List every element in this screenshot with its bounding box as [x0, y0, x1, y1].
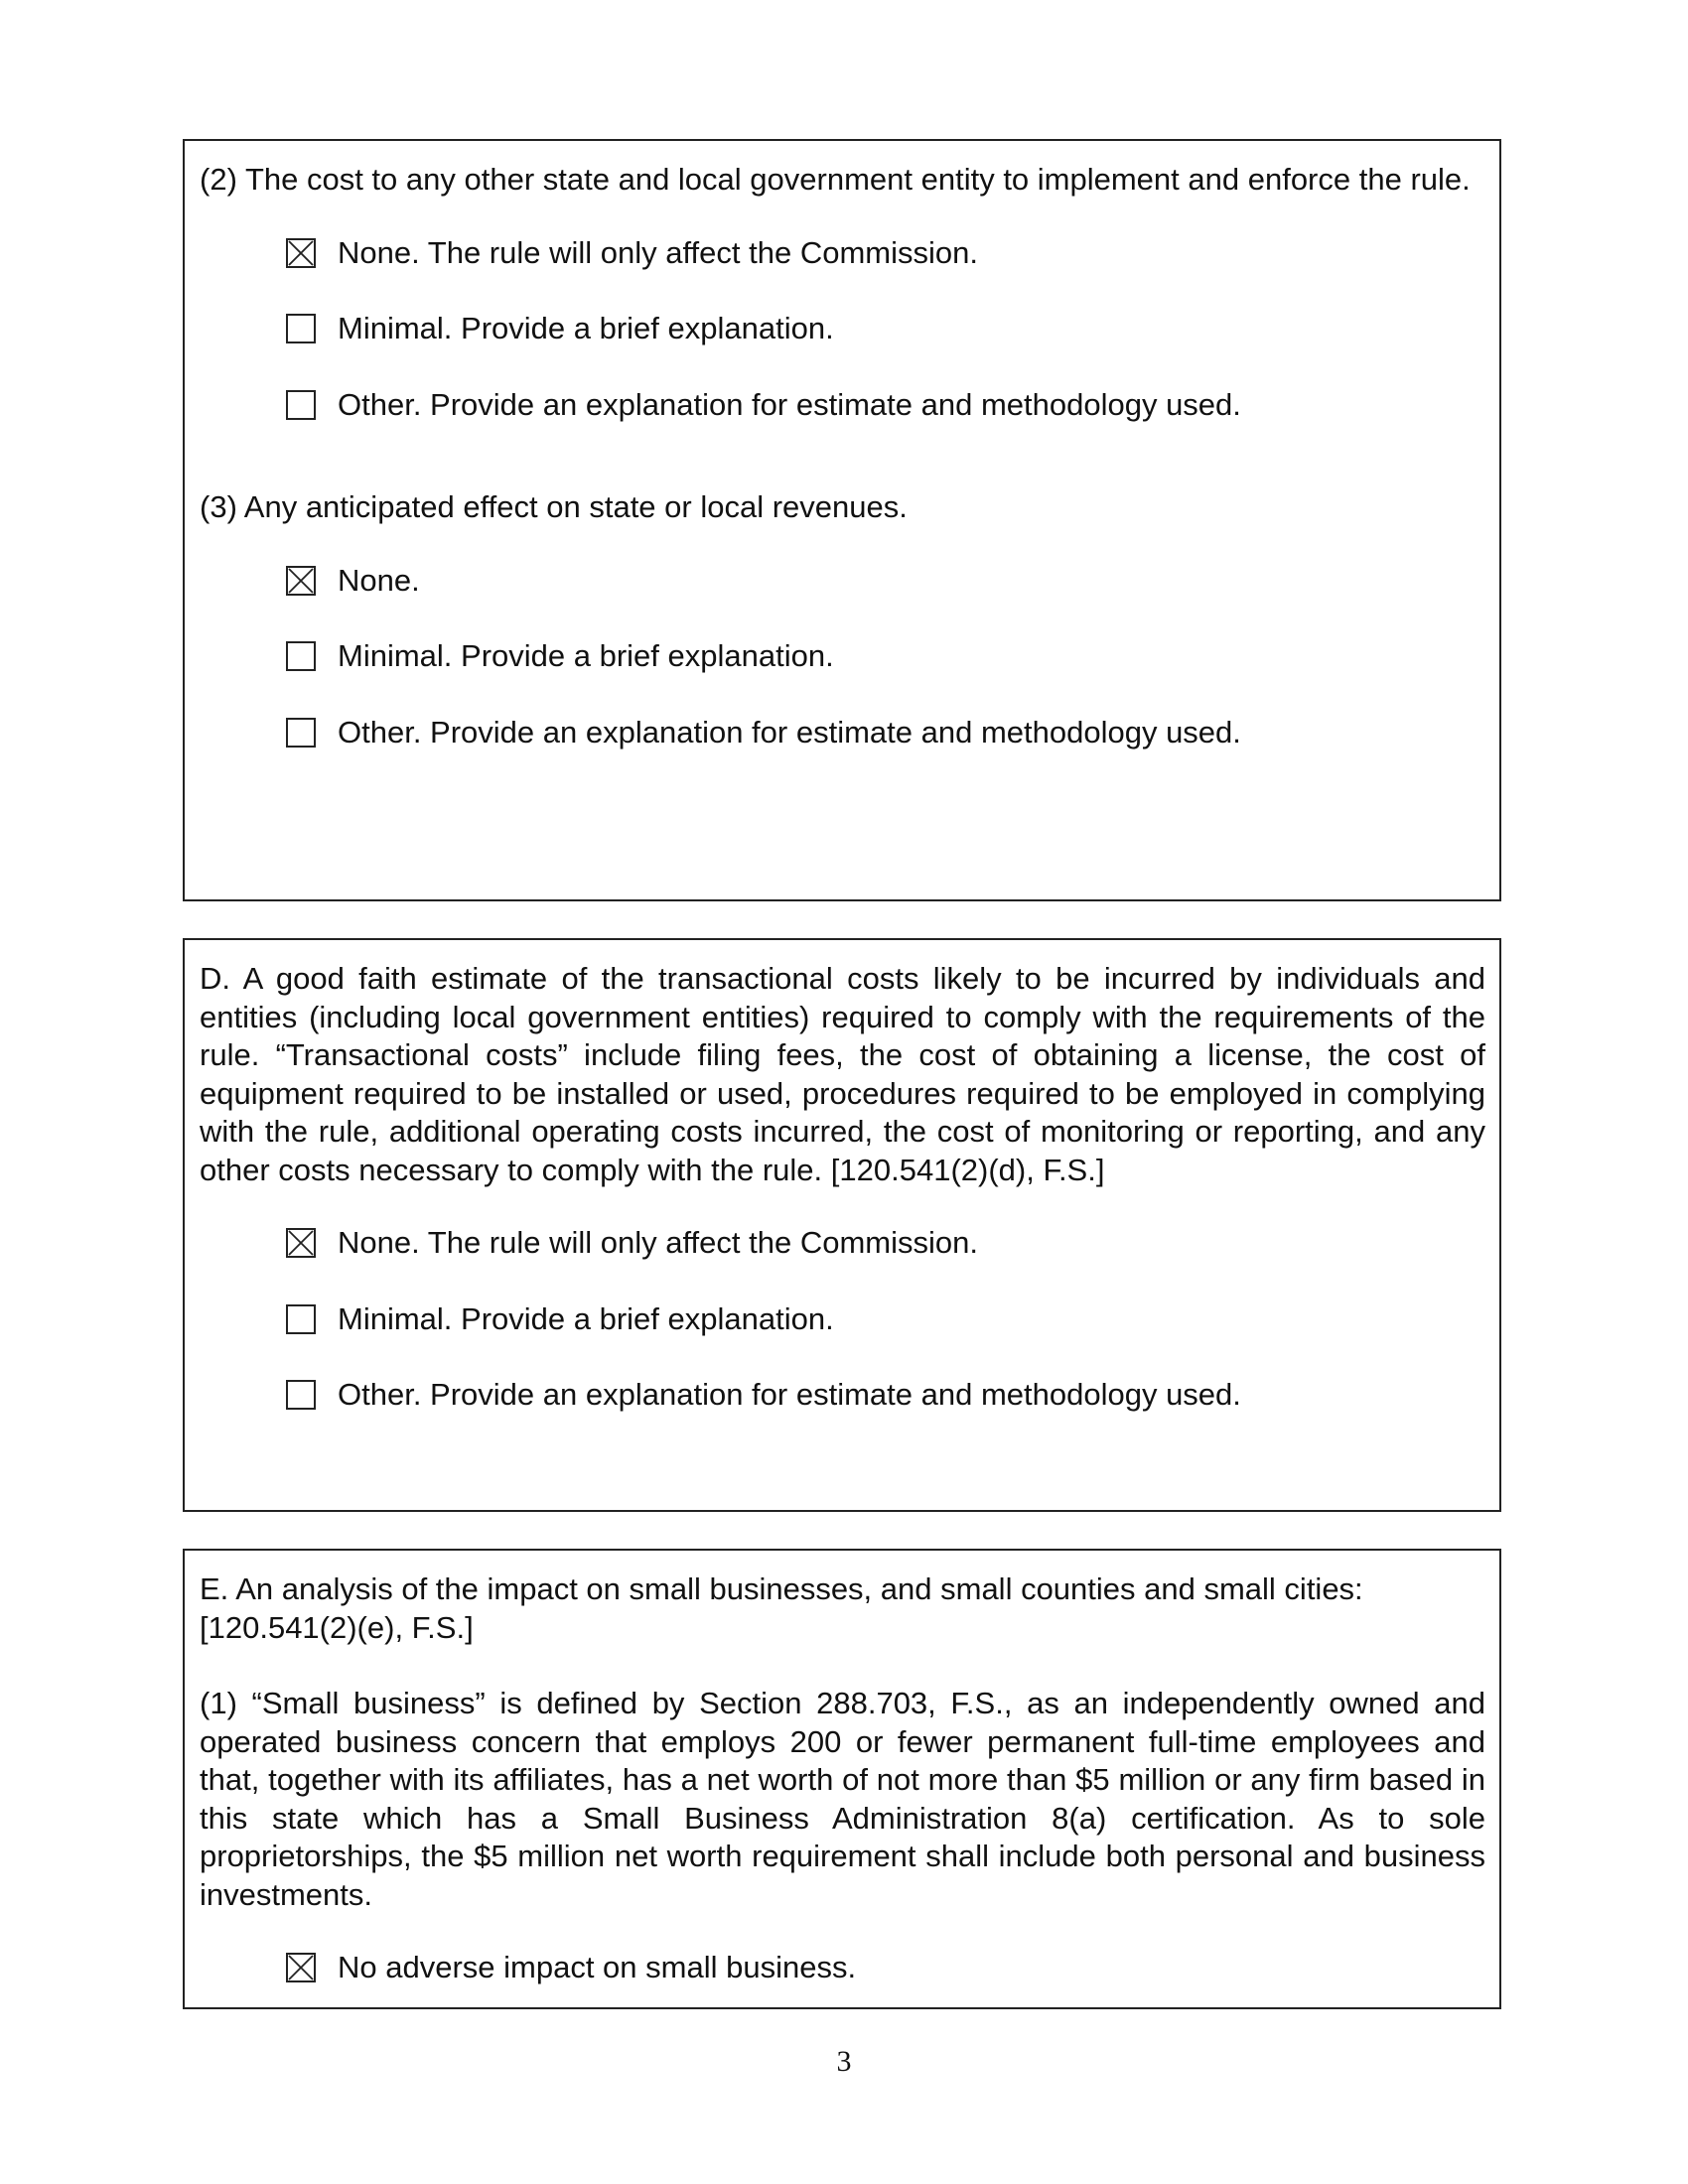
option-label: None. — [338, 562, 420, 598]
option-label: Other. Provide an explanation for estimate and methodology used. — [338, 714, 1241, 750]
option-row[interactable] — [286, 215, 1485, 292]
section-e-heading: E. An analysis of the impact on small businesses, and small counties and small cities: [120.541(2)(e), F.S.] — [200, 1571, 1363, 1645]
option-row[interactable] — [286, 367, 1485, 444]
question-3-text: (3) Any anticipated effect on state or local revenues. — [200, 489, 908, 524]
section-d-text: D. A good faith estimate of the transactional costs likely to be incurred by individuals and entities (including local government entities) required to comply with the requirements of the rule. “Transactional costs” include filing fees, the cost of obtaining a license, the cost of equipment required to be installed or used, procedures required to be employed in complying with the rule, additional operating costs incurred, the cost of monitoring or reporting, and any other costs necessary to comply with the rule. [120.541(2)(d), F.S.] — [200, 961, 1485, 1187]
question-2-text: (2) The cost to any other state and local government entity to implement and enforce the rule. — [200, 162, 1471, 197]
option-row[interactable] — [286, 618, 1485, 695]
checkbox-unchecked[interactable] — [286, 390, 316, 420]
checkbox-checked[interactable] — [286, 1953, 316, 1982]
section-c-cost-box — [183, 139, 1501, 901]
option-row[interactable] — [286, 1357, 1485, 1433]
checkbox-unchecked[interactable] — [286, 1380, 316, 1410]
option-label: Minimal. Provide a brief explanation. — [338, 1300, 834, 1336]
checkbox-unchecked[interactable] — [286, 314, 316, 343]
option-row[interactable] — [286, 695, 1485, 771]
checkbox-checked[interactable] — [286, 566, 316, 596]
question-3-options — [200, 543, 1485, 771]
checkbox-checked[interactable] — [286, 1228, 316, 1258]
option-row[interactable] — [286, 543, 1485, 619]
option-label: None. The rule will only affect the Commission. — [338, 1225, 978, 1261]
option-label: Minimal. Provide a brief explanation. — [338, 638, 834, 674]
checkbox-unchecked[interactable] — [286, 641, 316, 671]
option-label: Minimal. Provide a brief explanation. — [338, 311, 834, 346]
checkbox-unchecked[interactable] — [286, 1304, 316, 1334]
option-label: No adverse impact on small business. — [338, 1950, 857, 1985]
small-business-definition: (1) “Small business” is defined by Section 288.703, F.S., as an independently owned and operated business concern that employs 200 or fewer permanent full-time employees and that, together with its affiliates, has a net worth of not more than $5 million or any firm based in this state which has a Small Business Administration 8(a) certification. As to sole proprietorships, the $5 million net worth requirement shall include both personal and business investments. — [200, 1686, 1485, 1912]
option-label: Other. Provide an explanation for estimate and methodology used. — [338, 1377, 1241, 1413]
section-e-small-business-box — [183, 1549, 1501, 2009]
section-d-options — [200, 1205, 1485, 1433]
section-e-options — [200, 1930, 1485, 2006]
option-row[interactable] — [286, 1205, 1485, 1282]
checkbox-checked[interactable] — [286, 238, 316, 268]
page-number: 3 — [836, 2045, 852, 2078]
question-2-options — [200, 215, 1485, 444]
option-row[interactable] — [286, 291, 1485, 367]
option-label: Other. Provide an explanation for estimate and methodology used. — [338, 386, 1241, 422]
option-label: None. The rule will only affect the Commission. — [338, 234, 978, 270]
section-d-transactional-costs-box — [183, 938, 1501, 1512]
option-row[interactable] — [286, 1930, 1485, 2006]
checkbox-unchecked[interactable] — [286, 718, 316, 748]
option-row[interactable] — [286, 1282, 1485, 1358]
